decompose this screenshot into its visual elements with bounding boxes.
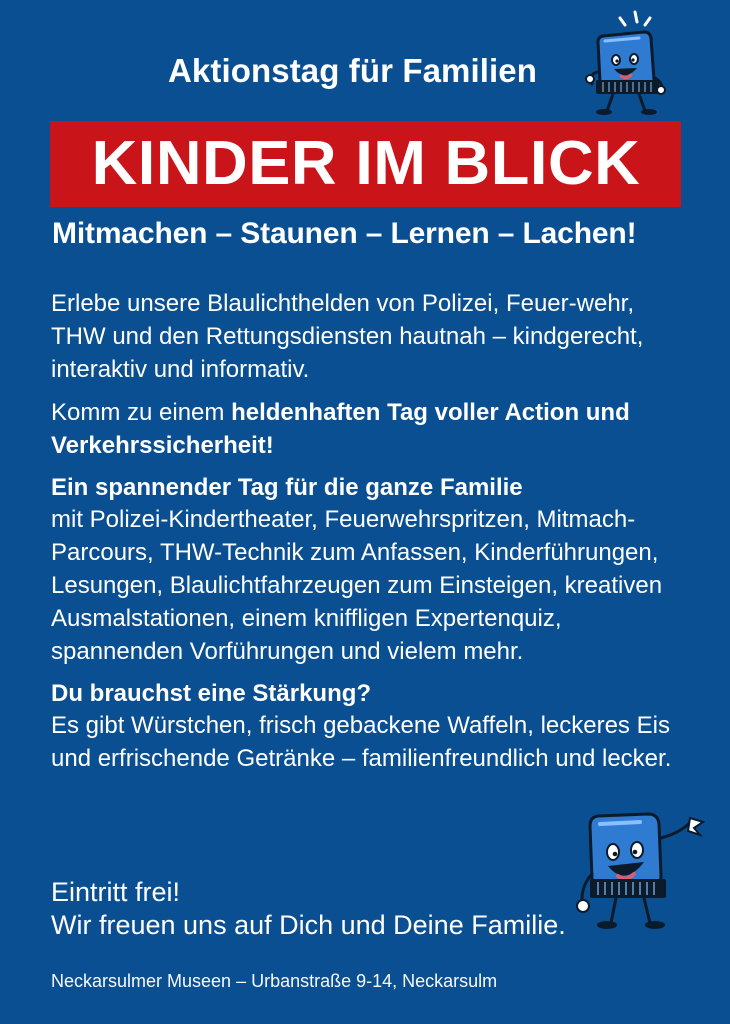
family-program-text: mit Polizei-Kindertheater, Feuerwehrspritzen, Mitmach-Parcours, THW-Technik zum Anfassen, Kinderführungen, Lesungen, Blaulichtfahrzeugen zum Einsteigen, kreativen Ausmalstationen, einem kniffligen Expertenquiz, spannenden Vorführungen und vielem mehr.: [51, 506, 663, 665]
venue-address: Neckarsulmer Museen – Urbanstraße 9-14, Neckarsulm: [51, 971, 498, 991]
welcome-message: Wir freuen uns auf Dich und Deine Familie.: [51, 909, 566, 940]
invitation-text: [51, 397, 679, 463]
banner-title: KINDER IM BLICK: [91, 129, 640, 198]
family-program-heading: Ein spannender Tag für die ganze Familie: [51, 474, 523, 502]
food-text: Es gibt Würstchen, frisch gebackene Waffeln, leckeres Eis und erfrischende Getränke – familienfreundlich und lecker.: [51, 712, 672, 772]
invitation-highlight: heldenhaften Tag voller Action und Verkehrssicherheit!: [51, 398, 630, 459]
title-banner: [50, 121, 681, 207]
event-description: [51, 288, 679, 786]
event-type-heading: Aktionstag für Familien: [168, 52, 538, 89]
invitation-prefix: Komm zu einem: [51, 398, 232, 426]
tagline: Mitmachen – Staunen – Lernen – Lachen!: [52, 217, 637, 250]
food-heading: Du brauchst eine Stärkung?: [51, 680, 372, 708]
entry-information: [51, 876, 631, 942]
blue-light-mascot-icon: [583, 10, 669, 116]
free-entry-text: Eintritt frei!: [51, 877, 181, 907]
intro-text: Erlebe unsere Blaulichthelden von Polizei, Feuer-wehr, THW und den Rettungsdiensten hautnah – kindgerecht, interaktiv und informativ.: [51, 290, 644, 383]
